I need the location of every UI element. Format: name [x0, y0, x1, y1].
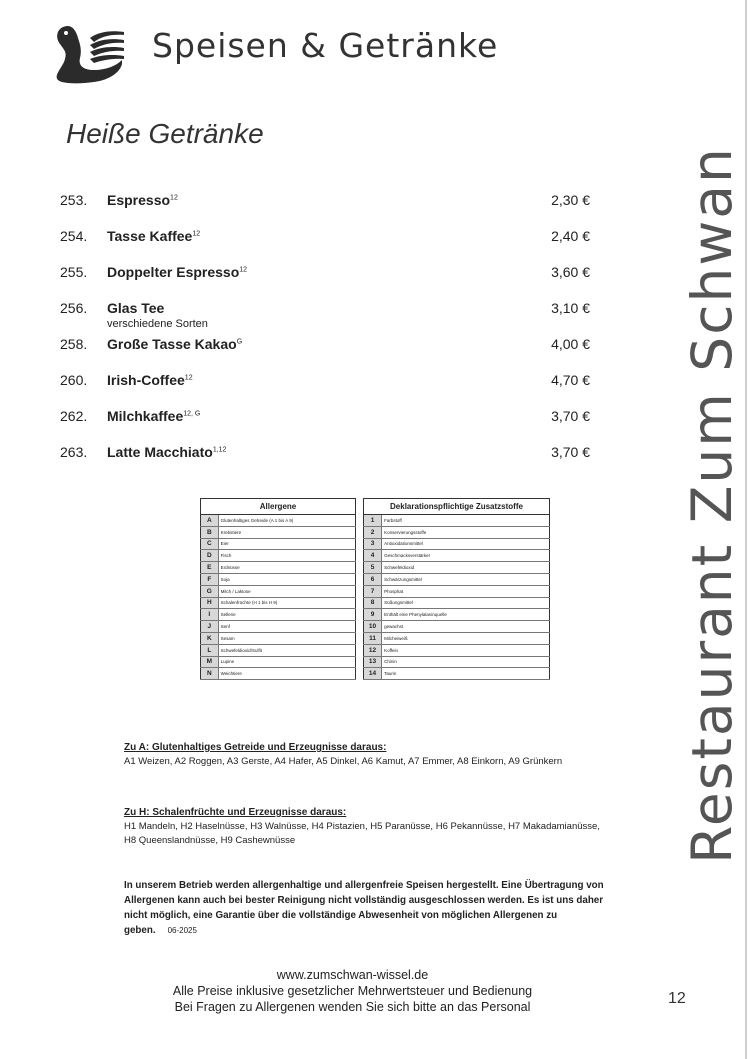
menu-item-price: 2,40 €	[551, 228, 590, 244]
allergens-label: Milch / Laktose	[218, 585, 355, 597]
additives-code: 13	[364, 656, 382, 668]
additives-row	[364, 597, 550, 609]
additives-label: Koffein	[382, 644, 550, 656]
additives-code: 10	[364, 621, 382, 633]
drinks-menu-list	[60, 192, 590, 480]
allergens-row	[201, 621, 356, 633]
allergens-row	[201, 562, 356, 574]
additives-label: Taurin	[382, 668, 550, 680]
additives-code: 14	[364, 668, 382, 680]
allergens-label: Schalenfrüchte (H 1 bis H 9)	[218, 597, 355, 609]
allergens-code: B	[201, 526, 219, 538]
allergens-row	[201, 515, 356, 527]
additives-label: Phosphat	[382, 585, 550, 597]
footer-allergen-info: Bei Fragen zu Allergenen wenden Sie sich bitte an das Personal	[174, 1000, 531, 1014]
menu-item	[60, 264, 590, 300]
menu-item-price: 3,60 €	[551, 264, 590, 280]
menu-item-number: 255.	[60, 264, 88, 280]
additives-row	[364, 562, 550, 574]
allergens-label: Schwefeldioxid/Sulfit	[218, 644, 355, 656]
additives-row	[364, 585, 550, 597]
page-edge	[745, 0, 747, 1059]
allergens-code: I	[201, 609, 219, 621]
allergens-code: C	[201, 538, 219, 550]
additives-label: Süßungsmittel	[382, 597, 550, 609]
allergens-label: Glutenhaltiges Getreide (A 1 bis A 9)	[218, 515, 355, 527]
menu-item-number: 263.	[60, 444, 88, 460]
menu-item-name: Glas Tee	[107, 300, 165, 316]
menu-item-price: 3,70 €	[551, 444, 590, 460]
menu-item-name: Espresso$^{12}$	[107, 192, 178, 208]
menu-item-price: 4,70 €	[551, 372, 590, 388]
allergens-table-title: Allergene	[201, 499, 356, 515]
allergens-label: Lupine	[218, 656, 355, 668]
allergens-label: Weichtiere	[218, 668, 355, 680]
footer	[125, 967, 580, 1015]
allergens-code: M	[201, 656, 219, 668]
additives-label: Antioxidationsmittel	[382, 538, 550, 550]
allergens-table	[200, 498, 356, 680]
additives-label: Enthält eine Phenylalaninquelle	[382, 609, 550, 621]
allergens-row	[201, 538, 356, 550]
allergens-row	[201, 550, 356, 562]
allergens-row	[201, 573, 356, 585]
additives-label: gewachst	[382, 621, 550, 633]
allergens-code: E	[201, 562, 219, 574]
menu-item	[60, 408, 590, 444]
menu-item-additives: 12	[192, 230, 201, 238]
additives-row	[364, 550, 550, 562]
allergens-row	[201, 644, 356, 656]
additives-row	[364, 526, 550, 538]
allergens-label: Krebstiere	[218, 526, 355, 538]
additives-code: 3	[364, 538, 382, 550]
page-number: 12	[668, 990, 686, 1007]
allergens-label: Erdnüsse	[218, 562, 355, 574]
additives-code: 12	[364, 644, 382, 656]
allergens-label: Soja	[218, 573, 355, 585]
allergens-row	[201, 597, 356, 609]
allergens-label: Sesam	[218, 632, 355, 644]
menu-item-additives: 12	[239, 266, 248, 274]
allergens-label: Sellerie	[218, 609, 355, 621]
additives-label: Milcheiweiß	[382, 632, 550, 644]
allergens-code: L	[201, 644, 219, 656]
allergens-code: H	[201, 597, 219, 609]
menu-item-name: Milchkaffee$^{12, G}$	[107, 408, 201, 424]
allergens-code: N	[201, 668, 219, 680]
menu-item	[60, 228, 590, 264]
menu-item-number: 253.	[60, 192, 88, 208]
menu-item-name: Doppelter Espresso$^{12}$	[107, 264, 248, 280]
additives-code: 8	[364, 597, 382, 609]
menu-item	[60, 336, 590, 372]
additives-label: Schwärzungsmittel	[382, 573, 550, 585]
allergens-row	[201, 609, 356, 621]
additives-label: Geschmacksverstärker	[382, 550, 550, 562]
note-nuts-heading: Zu H: Schalenfrüchte und Erzeugnisse daraus:	[124, 807, 347, 818]
menu-item-price: 3,70 €	[551, 408, 590, 424]
restaurant-name-vertical: Restaurant Zum Schwan	[680, 146, 744, 864]
additives-row	[364, 609, 550, 621]
additives-code: 6	[364, 573, 382, 585]
additives-code: 5	[364, 562, 382, 574]
menu-item-number: 260.	[60, 372, 88, 388]
menu-item-number: 258.	[60, 336, 88, 352]
menu-item-additives: 1,12	[212, 446, 227, 454]
swan-logo-icon	[50, 20, 126, 86]
additives-label: Farbstoff	[382, 515, 550, 527]
header-title: Speisen & Getränke	[152, 26, 499, 65]
menu-item	[60, 300, 590, 336]
allergens-code: A	[201, 515, 219, 527]
menu-item-price: 2,30 €	[551, 192, 590, 208]
additives-row	[364, 632, 550, 644]
disclaimer-text: In unserem Betrieb werden allergenhaltige und allergenfreie Speisen hergestellt. Eine Übertragung von Allergenen kann auch bei bester Reinigung nicht vollständig ausgeschlossen werden. Es ist uns daher nicht möglich, eine Garantie über die vollständige Abwesenheit von möglichen Allergenen zu geben.	[124, 880, 604, 936]
additives-label: Schwefeldioxid	[382, 562, 550, 574]
allergens-row	[201, 526, 356, 538]
allergens-row	[201, 632, 356, 644]
menu-item-description: verschiedene Sorten	[107, 318, 208, 330]
allergens-label: Fisch	[218, 550, 355, 562]
disclaimer-date: 06-2025	[167, 926, 197, 935]
additives-code: 4	[364, 550, 382, 562]
additives-code: 11	[364, 632, 382, 644]
additives-row	[364, 644, 550, 656]
additives-code: 1	[364, 515, 382, 527]
additives-table-title: Deklarationspflichtige Zusatzstoffe	[364, 499, 550, 515]
note-gluten-text: A1 Weizen, A2 Roggen, A3 Gerste, A4 Hafer, A5 Dinkel, A6 Kamut, A7 Emmer, A8 Einkorn, A9 Grünkern	[124, 756, 563, 767]
menu-item-name: Latte Macchiato$^{1,12}$	[107, 444, 227, 460]
menu-item-number: 254.	[60, 228, 88, 244]
additives-row	[364, 515, 550, 527]
menu-item-additives: G	[236, 338, 243, 346]
allergens-code: F	[201, 573, 219, 585]
footer-price-info: Alle Preise inklusive gesetzlicher Mehrwertsteuer und Bedienung	[172, 984, 533, 998]
allergens-row	[201, 656, 356, 668]
allergens-code: G	[201, 585, 219, 597]
menu-item-number: 262.	[60, 408, 88, 424]
footer-website: www.zumschwan-wissel.de	[276, 968, 429, 982]
additives-row	[364, 621, 550, 633]
menu-item-number: 256.	[60, 300, 88, 316]
allergens-code: K	[201, 632, 219, 644]
allergens-code: J	[201, 621, 219, 633]
menu-item-name: Große Tasse Kakao$^G$	[107, 336, 243, 352]
note-nuts-text: H1 Mandeln, H2 Haselnüsse, H3 Walnüsse, H4 Pistazien, H5 Paranüsse, H6 Pekannüsse, H7 Makadamianüsse, H8 Queenslandnüsse, H9 Cashewnüsse	[124, 821, 600, 846]
additives-label: Chinin	[382, 656, 550, 668]
note-nuts	[124, 806, 604, 848]
additives-code: 7	[364, 585, 382, 597]
additives-row	[364, 656, 550, 668]
menu-item	[60, 372, 590, 408]
menu-item-additives: 12, G	[183, 410, 201, 418]
menu-item-price: 4,00 €	[551, 336, 590, 352]
note-gluten	[124, 741, 604, 769]
allergens-label: Senf	[218, 621, 355, 633]
additives-row	[364, 573, 550, 585]
section-title: Heiße Getränke	[66, 118, 264, 149]
menu-item-price: 3,10 €	[551, 300, 590, 316]
menu-item	[60, 444, 590, 480]
menu-item-name: Tasse Kaffee$^{12}$	[107, 228, 201, 244]
allergens-label: Eier	[218, 538, 355, 550]
allergens-row	[201, 668, 356, 680]
additives-table	[363, 498, 550, 680]
additives-label: Konservierungsstoffe	[382, 526, 550, 538]
allergens-code: D	[201, 550, 219, 562]
allergen-disclaimer	[124, 878, 614, 938]
allergens-row	[201, 585, 356, 597]
additives-code: 9	[364, 609, 382, 621]
additives-row	[364, 668, 550, 680]
menu-item	[60, 192, 590, 228]
menu-item-additives: 12	[170, 194, 178, 202]
additives-row	[364, 538, 550, 550]
menu-item-name: Irish-Coffee$^{12}$	[107, 372, 193, 388]
menu-item-additives: 12	[184, 374, 193, 382]
note-gluten-heading: Zu A: Glutenhaltiges Getreide und Erzeugnisse daraus:	[124, 742, 387, 753]
additives-code: 2	[364, 526, 382, 538]
